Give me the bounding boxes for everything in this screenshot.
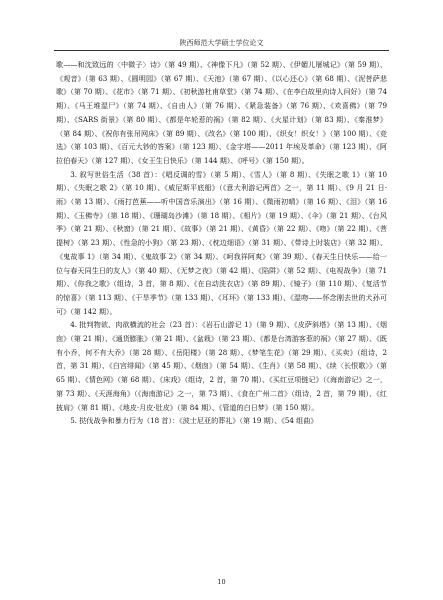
running-header: 陕西师范大学硕士学位论文 (179, 39, 264, 47)
body-text (56, 58, 387, 428)
paragraph-materialism-critique: 4. 批判物欲、肉欲横流的社会（23 首）：《岩石山游记 1》（第 9 期）、《皮萨斜塔》（第 13 期）、《烟囱》（第 21 期）、《通货膨胀》（第 21 期）、《盆栽》（第 23 期）、《都是台湾游客惹的祸》（第 27 期）、《既有小乔，何不有大乔》（第 28 期）、《岳阳楼》（第 28 期）、《梦笔生花》（第 29 期）、《买卖》（组诗，2 首，第 31 期）、《白宫绯闻》（第 45 期）、《烟囱》（第 54 期）、《生肖》（第 58 期）、《续〈长恨歌〉》（第 65 期）、《情色网》（第 68 期）、《床戏》（组诗，2 首，第 70 期）、《买红豆项链记》（《海南游记》之一，第 73 期）、《天涯海角》（《海南游记》之一，第 73 期）、《食在广州二首》（组诗，2 首，第 79 期）、《红披肩》（第 81 期）、《地皮·月皮·肚皮》（第 84 期）、《管道的白日梦》（第 150 期）。 (56, 320, 387, 412)
paragraph-war-violence: 5. 挞伐战争和暴力行为（18 首）：《波士尼亚的葬礼》（第 19 期）、《54 组曲》 (70, 416, 318, 426)
paragraph-secular-life: 3. 叙写世俗生活（38 首）：《唱反调的雪》（第 5 期）、《雪人》（第 8 期）、《失眠之歌 1》（第 10 期）、《失眠之歌 2》（第 10 期）、《威尼斯平底船》（《意大利游记两首》之一，第 11 期）、《9 月 21 日·雨》（第 13 期）、《雨打芭蕉——听中国音乐演出》（第 16 期）、《微雨初晴》（第 16 期）、《泪》（第 16 期）、《玉佛寺》（第 18 期）、《珊瑚岛沙滩》（第 18 期）、《相片》（第 19 期）、《伞》（第 21 期）、《台风季》（第 21 期）、《秋窗》（第 21 期）、《故事》（第 21 期）、《黄昏》（第 22 期）、《吻》（第 22 期）、《菩提树》（第 23 期）、《性急的小狗》（第 23 期）、《枕边细语》（第 31 期）、《带诗上时装店》（第 32 期）、《鬼故事 1》（第 34 期）、《鬼故事 2》（第 34 期）、《呵我祥阿爽》（第 39 期）、《春天生日快乐——给一位与春天同生日的友人》（第 40 期）、《无梦之夜》（第 42 期）、《陷阱》（第 52 期）、《电视战争》（第 71 期）、《你我之歌》（组诗，3 首，第 8 期）、《在自动洗衣店》（第 89 期）、《镜子》（第 110 期）、《复活节的惊喜》（第 113 期）、《干旱季节》（第 133 期）、《耳环》（第 133 期）、《湿吻——怀念刚去世的犬孙可可》（第 142 期）。 (56, 169, 387, 316)
header-rule (54, 50, 389, 51)
page-number: 10 (217, 578, 226, 586)
paragraph-continuation: 歌——和沈致远的〈中微子〉诗》（第 49 期）、《神像下凡》（第 52 期）、《伊媚儿屠城记》（第 59 期）、《观音》（第 63 期）、《圆明园》（第 67 期）、《天池》（第 67 期）、《以心还心》（第 68 期）、《泥菩萨悲歌》（第 70 期）、《花市》（第 71 期）、《初秋游杜甫草堂》（第 74 期）、《在李白故里向诗人问好》（第 74 期）、《马王堆湿尸》（第 74 期）、《自由人》（第 76 期）、《紧急装备》（第 76 期）、《欢喜佛》（第 79 期）、《SARS 街景》（第 80 期）、《都是年轮惹的祸》（第 82 期）、《火星计划》（第 83 期）、《秦淮梦》（第 84 期）、《祝你有张吊网床》（第 89 期）、《改名》（第 100 期）、《织女！织女！》（第 100 期）、《竞选》（第 103 期）、《百元大钞的答案》（第 123 期）、《金字塔——2011 年埃及革命》（第 123 期）、《阿拉伯春天》（第 127 期）、《女王生日快乐》（第 144 期）、《呼号》（第 150 期）。 (56, 60, 387, 165)
